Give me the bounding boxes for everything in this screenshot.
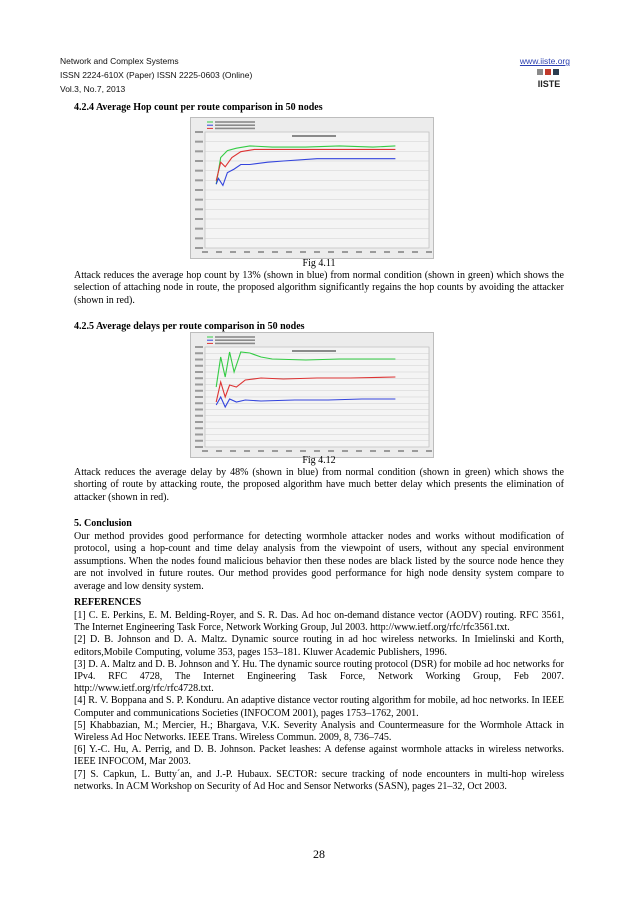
y-tick-label — [195, 446, 203, 448]
figure-caption-4-12: Fig 4.12 — [302, 455, 336, 466]
website-link[interactable]: www.iiste.org — [519, 56, 570, 66]
page-number: 28 — [313, 847, 325, 861]
figure-hop-count — [190, 117, 434, 259]
x-tick-label — [300, 251, 306, 253]
x-tick-label — [328, 450, 334, 452]
x-tick-label — [258, 251, 264, 253]
logo-text: IISTE — [537, 79, 561, 89]
y-tick-label — [195, 247, 203, 249]
volume-line: Vol.3, No.7, 2013 — [60, 84, 126, 94]
paragraph-delay: Attack reduces the average delay by 48% (shown in blue) from normal condition (shown in green) which shows the shorting of route by attacking route, the proposed algorithm have much better delay which presents the elimination of attacker (shown in red). — [74, 467, 564, 503]
y-tick-label — [195, 440, 203, 442]
y-tick-label — [195, 199, 203, 201]
x-tick-label — [216, 450, 222, 452]
x-tick-label — [286, 251, 292, 253]
legend-label — [215, 124, 255, 126]
reference-item: [1] C. E. Perkins, E. M. Belding-Royer, and S. R. Das. Ad hoc on-demand distance vector (AODV) routing. RFC 3561, The Internet Engineering Task Force, Network Working Group, Jul 2003. http://www.ietf.org/rfc/rfc3561.txt. — [74, 610, 564, 634]
x-tick-label — [370, 251, 376, 253]
y-tick-label — [195, 218, 203, 220]
reference-item: [7] S. Capkun, L. Butty´an, and J.-P. Hubaux. SECTOR: secure tracking of node encounters in multi-hop wireless networks. In ACM Workshop on Security of Ad Hoc and Sensor Networks (SASN), pages 21–32, Oct 2003. — [74, 768, 564, 792]
references-list — [74, 610, 564, 793]
figure-delay — [190, 332, 434, 458]
x-tick-label — [426, 251, 432, 253]
x-tick-label — [244, 251, 250, 253]
y-tick-label — [195, 170, 203, 172]
x-tick-label — [286, 450, 292, 452]
x-tick-label — [230, 251, 236, 253]
x-tick-label — [412, 450, 418, 452]
x-tick-label — [272, 450, 278, 452]
x-tick-label — [244, 450, 250, 452]
figure-caption-4-11: Fig 4.11 — [302, 258, 336, 269]
x-tick-label — [398, 450, 404, 452]
x-tick-label — [202, 251, 208, 253]
y-tick-label — [195, 346, 203, 348]
y-tick-label — [195, 228, 203, 230]
x-tick-label — [314, 251, 320, 253]
conclusion-heading: 5. Conclusion — [74, 518, 132, 529]
x-tick-label — [412, 251, 418, 253]
x-tick-label — [314, 450, 320, 452]
delay-plot — [191, 333, 433, 457]
x-tick-label — [356, 251, 362, 253]
x-tick-label — [230, 450, 236, 452]
x-tick-label — [370, 450, 376, 452]
y-tick-label — [195, 396, 203, 398]
legend-label — [215, 121, 255, 123]
y-tick-label — [195, 371, 203, 373]
y-tick-label — [195, 377, 203, 379]
y-tick-label — [195, 237, 203, 239]
x-tick-label — [328, 251, 334, 253]
x-tick-label — [356, 450, 362, 452]
section-heading-delay: 4.2.5 Average delays per route comparison in 50 nodes — [74, 321, 305, 332]
y-tick-label — [195, 131, 203, 133]
paragraph-hop-count: Attack reduces the average hop count by 13% (shown in blue) from normal condition (shown in green) which shows the selection of attaching node in route, the proposed algorithm significantly regains the hop counts by avoiding the attacker (shown in red). — [74, 270, 564, 306]
y-tick-label — [195, 160, 203, 162]
plot-title — [292, 350, 336, 352]
legend-label — [215, 343, 255, 345]
y-tick-label — [195, 434, 203, 436]
y-tick-label — [195, 427, 203, 429]
x-tick-label — [398, 251, 404, 253]
y-tick-label — [195, 141, 203, 143]
y-tick-label — [195, 390, 203, 392]
x-tick-label — [258, 450, 264, 452]
hop-count-plot — [191, 118, 433, 258]
reference-item: [2] D. B. Johnson and D. A. Maltz. Dynamic source routing in ad hoc wireless networks. In Imielinski and Korth, editors,Mobile Computing, volume 353, pages 153–181. Kluwer Academic Publishers, 1996. — [74, 634, 564, 658]
reference-item: [6] Y.-C. Hu, A. Perrig, and D. B. Johnson. Packet leashes: A defense against wormhole attacks in wireless networks. IEEE INFOCOM, Mar 2003. — [74, 744, 564, 768]
y-tick-label — [195, 189, 203, 191]
y-tick-label — [195, 409, 203, 411]
y-tick-label — [195, 352, 203, 354]
y-tick-label — [195, 179, 203, 181]
y-tick-label — [195, 402, 203, 404]
reference-item: [4] R. V. Boppana and S. P. Konduru. An adaptive distance vector routing algorithm for mobile, ad hoc networks. In IEEE Computer and communications Societies (INFOCOM 2001), pages 1753–1762, 2001. — [74, 695, 564, 719]
x-tick-label — [384, 450, 390, 452]
journal-name: Network and Complex Systems — [60, 56, 179, 66]
plot-title — [292, 135, 336, 137]
legend-label — [215, 336, 255, 338]
y-tick-label — [195, 384, 203, 386]
y-tick-label — [195, 421, 203, 423]
y-tick-label — [195, 208, 203, 210]
reference-item: [3] D. A. Maltz and D. B. Johnson and Y. Hu. The dynamic source routing protocol (DSR) for mobile ad hoc networks for IPv4. RFC 4728, The Internet Engineering Task Force, Network Working Group, Feb 2007. http://www.ietf.org/rfc/rfc4728.txt. — [74, 658, 564, 695]
legend-label — [215, 339, 255, 341]
y-tick-label — [195, 150, 203, 152]
section-heading-hop-count: 4.2.4 Average Hop count per route comparison in 50 nodes — [74, 102, 323, 113]
iiste-logo — [536, 68, 562, 90]
legend-label — [215, 128, 255, 130]
x-tick-label — [342, 450, 348, 452]
reference-item: [5] Khabbazian, M.; Mercier, H.; Bhargava, V.K. Severity Analysis and Countermeasure for the Wormhole Attack in Wireless Ad Hoc Networks. IEEE Trans. Wireless Commun. 2009, 8, 736–745. — [74, 719, 564, 744]
references-heading: REFERENCES — [74, 597, 142, 608]
x-tick-label — [342, 251, 348, 253]
y-tick-label — [195, 359, 203, 361]
x-tick-label — [216, 251, 222, 253]
x-tick-label — [426, 450, 432, 452]
x-tick-label — [300, 450, 306, 452]
x-tick-label — [272, 251, 278, 253]
x-tick-label — [384, 251, 390, 253]
conclusion-paragraph: Our method provides good performance for detecting wormhole attacker nodes and works without modification of protocol, using a hop-count and time delay analysis from the viewpoint of users, without any special environment assumptions. When the nodes found malicious behavior then these nodes are black listed by the source node hence they are not involved in future routes. Our method provides good performance for high node density system compare to average and low density system. — [74, 531, 564, 592]
y-tick-label — [195, 365, 203, 367]
issn-line: ISSN 2224-610X (Paper) ISSN 2225-0603 (Online) — [60, 70, 253, 80]
y-tick-label — [195, 415, 203, 417]
x-tick-label — [202, 450, 208, 452]
